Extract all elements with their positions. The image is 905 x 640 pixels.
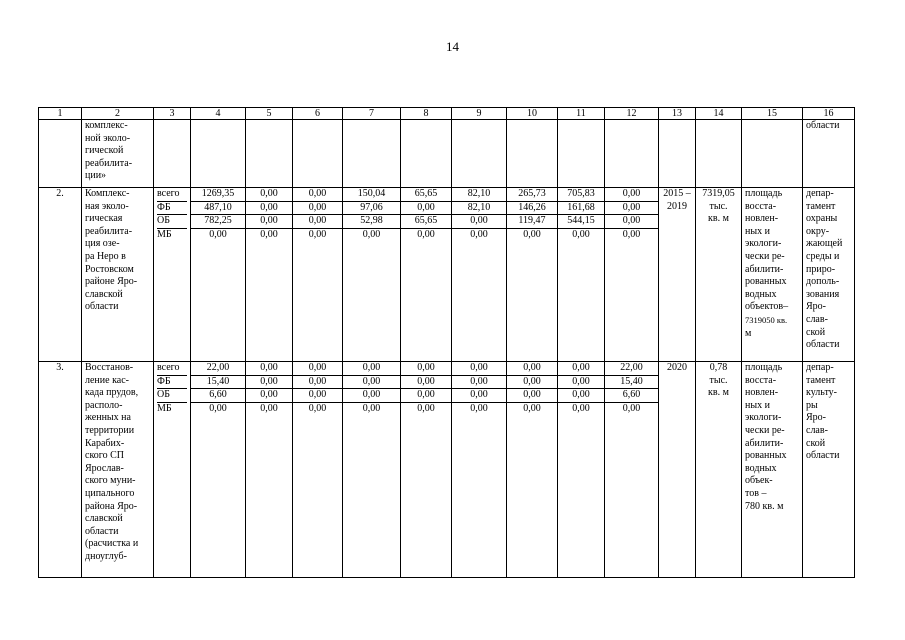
page-number: 14	[446, 39, 459, 54]
period-cell: 2015 – 2019	[659, 188, 696, 362]
value-cell: 705,83 161,68 544,15 0,00	[558, 188, 605, 362]
row-number-cell: 3.	[39, 362, 82, 578]
value-cell: 65,65 0,00 65,65 0,00	[401, 188, 452, 362]
header-cell: 10	[507, 108, 558, 120]
measure-name-cell: Восстанов- ление кас- када прудов, располо- женных на территории Карабих- ского СП Ярослав- ского муни- ципального района Яро- славской области (расчистка и дноуглуб-	[82, 362, 154, 578]
indicator-cell	[742, 188, 803, 362]
value-cell: 1269,35 487,10 782,25 0,00	[191, 188, 246, 362]
header-cell: 9	[452, 108, 507, 120]
value-cell: 82,10 82,10 0,00 0,00	[452, 188, 507, 362]
header-cell: 13	[659, 108, 696, 120]
header-cell: 6	[293, 108, 343, 120]
row-number-cell	[39, 120, 82, 188]
table-row	[39, 362, 855, 578]
funding-source-total: всего	[157, 362, 187, 376]
header-cell: 12	[605, 108, 659, 120]
indicator-cell: площадь восста- новлен- ных и экологи- чески ре- абилити- рованных водных объек- тов – 780 кв. м	[742, 362, 803, 578]
value-cell: 22,00 15,40 6,60 0,00	[191, 362, 246, 578]
value-cell: 0,00 0,00 0,00 0,00	[343, 362, 401, 578]
header-cell: 4	[191, 108, 246, 120]
value-cell: 0,00 0,00 0,00 0,00	[452, 362, 507, 578]
header-cell: 8	[401, 108, 452, 120]
header-cell: 5	[246, 108, 293, 120]
funding-source-ob: ОБ	[157, 389, 187, 403]
header-row	[39, 108, 855, 120]
department-cell: области	[803, 120, 855, 188]
measure-name-cell: комплекс- ной эколо- гической реабилита- ции»	[82, 120, 154, 188]
value-cell: 150,04 97,06 52,98 0,00	[343, 188, 401, 362]
funding-source-cell	[154, 362, 191, 578]
funding-source-cell	[154, 188, 191, 362]
table-row	[39, 188, 855, 362]
row-number-cell: 2.	[39, 188, 82, 362]
continuation-row	[39, 120, 855, 188]
indicator-small-text: 7319050 кв.	[745, 314, 788, 325]
indicator-tail-text: м	[745, 327, 752, 339]
target-value-cell: 0,78 тыс. кв. м	[696, 362, 742, 578]
department-cell: депар- тамент культу- ры Яро- слав- ской области	[803, 362, 855, 578]
period-cell: 2020	[659, 362, 696, 578]
header-cell: 16	[803, 108, 855, 120]
measure-name-cell: Комплекс- ная эколо- гическая реабилита- ция озе- ра Неро в Ростовском районе Яро- славской области	[82, 188, 154, 362]
header-cell: 14	[696, 108, 742, 120]
target-value-cell: 7319,05 тыс. кв. м	[696, 188, 742, 362]
funding-source-fb: ФБ	[157, 376, 187, 390]
value-cell: 265,73 146,26 119,47 0,00	[507, 188, 558, 362]
header-cell: 7	[343, 108, 401, 120]
header-cell: 2	[82, 108, 154, 120]
header-cell: 15	[742, 108, 803, 120]
value-cell: 0,00 0,00 0,00 0,00	[246, 188, 293, 362]
value-cell: 22,00 15,40 6,60 0,00	[605, 362, 659, 578]
value-cell: 0,00 0,00 0,00 0,00	[293, 362, 343, 578]
department-cell: депар- тамент охраны окру- жающей среды и приро- дополь- зования Яро- слав- ской области	[803, 188, 855, 362]
value-cell: 0,00 0,00 0,00 0,00	[507, 362, 558, 578]
header-cell: 3	[154, 108, 191, 120]
value-cell: 0,00 0,00 0,00 0,00	[246, 362, 293, 578]
funding-source-fb: ФБ	[157, 202, 187, 216]
value-cell: 0,00 0,00 0,00 0,00	[558, 362, 605, 578]
program-table	[38, 107, 855, 578]
header-cell: 1	[39, 108, 82, 120]
value-cell: 0,00 0,00 0,00 0,00	[401, 362, 452, 578]
funding-source-total: всего	[157, 188, 187, 202]
value-cell: 0,00 0,00 0,00 0,00	[293, 188, 343, 362]
funding-source-ob: ОБ	[157, 215, 187, 229]
indicator-text: площадь восста- новлен- ных и экологи- чески ре- абилити- рованных водных объектов–	[745, 188, 789, 313]
funding-source-mb: МБ	[157, 228, 172, 240]
header-cell: 11	[558, 108, 605, 120]
value-cell: 0,00 0,00 0,00 0,00	[605, 188, 659, 362]
funding-source-mb: МБ	[157, 402, 172, 414]
